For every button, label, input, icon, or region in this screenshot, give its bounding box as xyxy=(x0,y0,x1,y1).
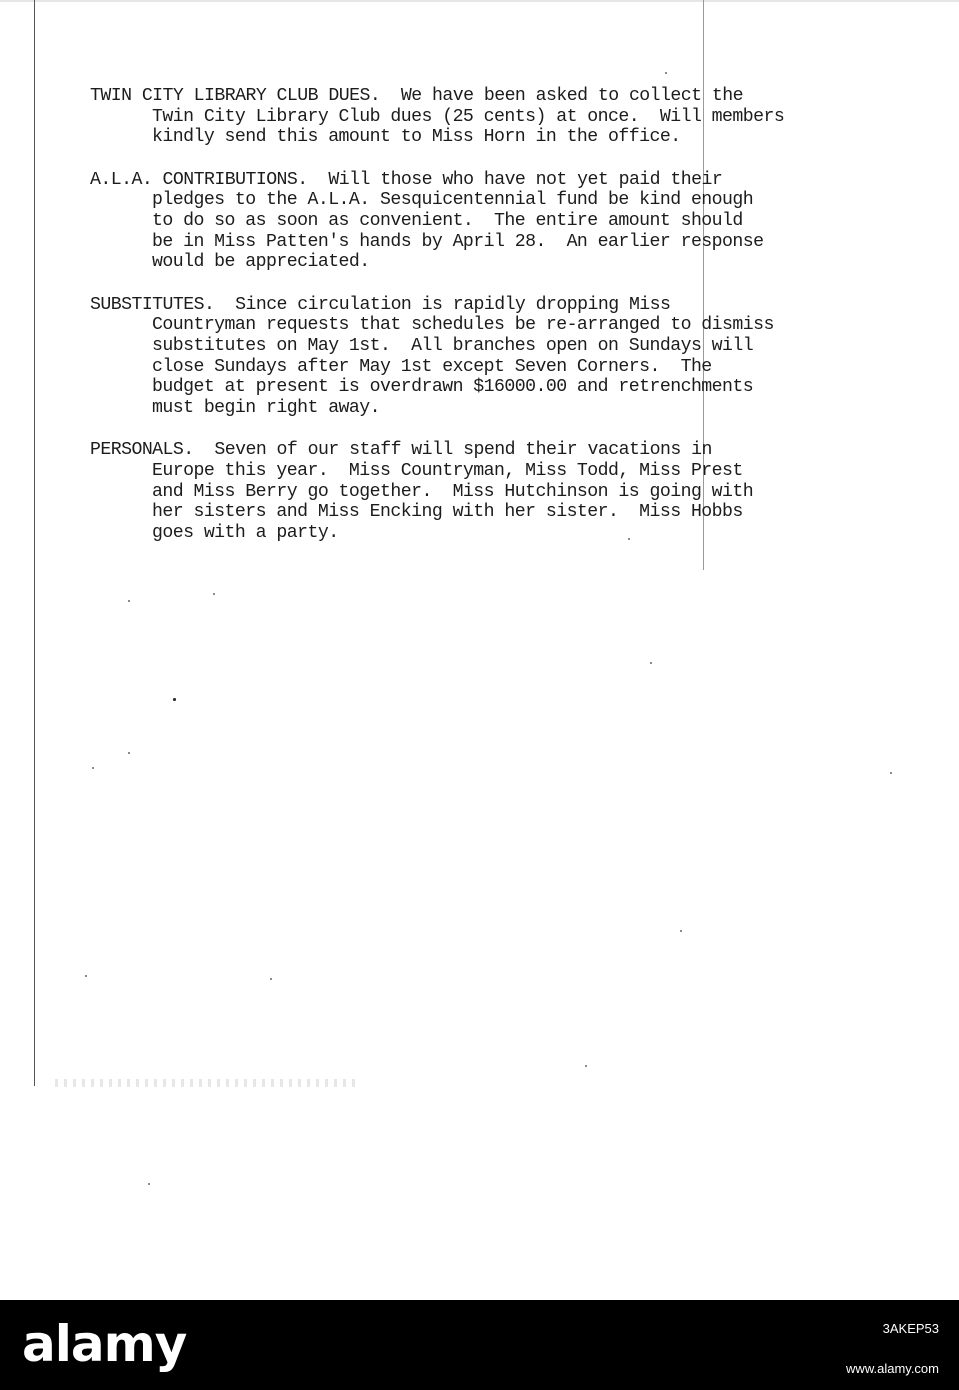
paragraph-library-club-dues xyxy=(90,86,890,148)
scan-speck xyxy=(650,662,652,664)
paragraph-ala-contributions xyxy=(90,170,890,273)
scan-speck xyxy=(585,1065,587,1067)
text-line: goes with a party. xyxy=(152,522,339,543)
text-line: SUBSTITUTES. Since circulation is rapidly dropping Miss xyxy=(90,294,671,315)
scan-speck xyxy=(128,752,130,754)
text-line: must begin right away. xyxy=(152,397,381,418)
page-top-edge xyxy=(0,0,959,2)
text-line: Twin City Library Club dues (25 cents) at once. Will members xyxy=(152,106,785,127)
scan-speck xyxy=(270,978,272,980)
faint-scan-smudge xyxy=(55,1079,355,1087)
scan-speck xyxy=(665,72,667,74)
text-line: budget at present is overdrawn $16000.00 and retrenchments xyxy=(152,377,754,398)
text-line: to do so as soon as convenient. The entire amount should xyxy=(152,210,743,231)
text-line: substitutes on May 1st. All branches open on Sundays will xyxy=(152,335,754,356)
text-line: be in Miss Patten's hands by April 28. An earlier response xyxy=(152,231,764,252)
paragraph-personals xyxy=(90,440,890,543)
scan-speck xyxy=(680,930,682,932)
scan-speck xyxy=(148,1183,150,1185)
text-line: kindly send this amount to Miss Horn in the office. xyxy=(152,127,681,148)
text-line: pledges to the A.L.A. Sesquicentennial fund be kind enough xyxy=(152,190,754,211)
text-line: TWIN CITY LIBRARY CLUB DUES. We have been asked to collect the xyxy=(90,86,743,106)
scan-speck xyxy=(213,593,215,595)
scan-speck xyxy=(85,975,87,977)
text-line: and Miss Berry go together. Miss Hutchinson is going with xyxy=(152,481,754,502)
scan-speck xyxy=(92,767,94,769)
scan-speck xyxy=(628,538,630,540)
text-line: Europe this year. Miss Countryman, Miss Todd, Miss Prest xyxy=(152,460,743,481)
image-id-label: 3AKEP53 xyxy=(882,1321,939,1336)
text-line: Countryman requests that schedules be re-arranged to dismiss xyxy=(152,315,774,336)
watermark-url: www.alamy.com xyxy=(846,1361,939,1376)
paragraph-substitutes xyxy=(90,295,890,419)
scan-speck xyxy=(128,600,130,602)
scan-speck xyxy=(890,772,892,774)
text-line: PERSONALS. Seven of our staff will spend their vacations in xyxy=(90,440,712,461)
typed-text-body xyxy=(90,86,890,565)
text-line: close Sundays after May 1st except Seven Corners. The xyxy=(152,356,712,377)
text-line: would be appreciated. xyxy=(152,252,370,273)
left-margin-fold-line xyxy=(34,0,35,1086)
text-line: her sisters and Miss Encking with her sister. Miss Hobbs xyxy=(152,502,743,523)
scan-speck xyxy=(173,698,176,701)
alamy-logo: alamy xyxy=(22,1315,187,1373)
text-line: A.L.A. CONTRIBUTIONS. Will those who have not yet paid their xyxy=(90,169,723,190)
